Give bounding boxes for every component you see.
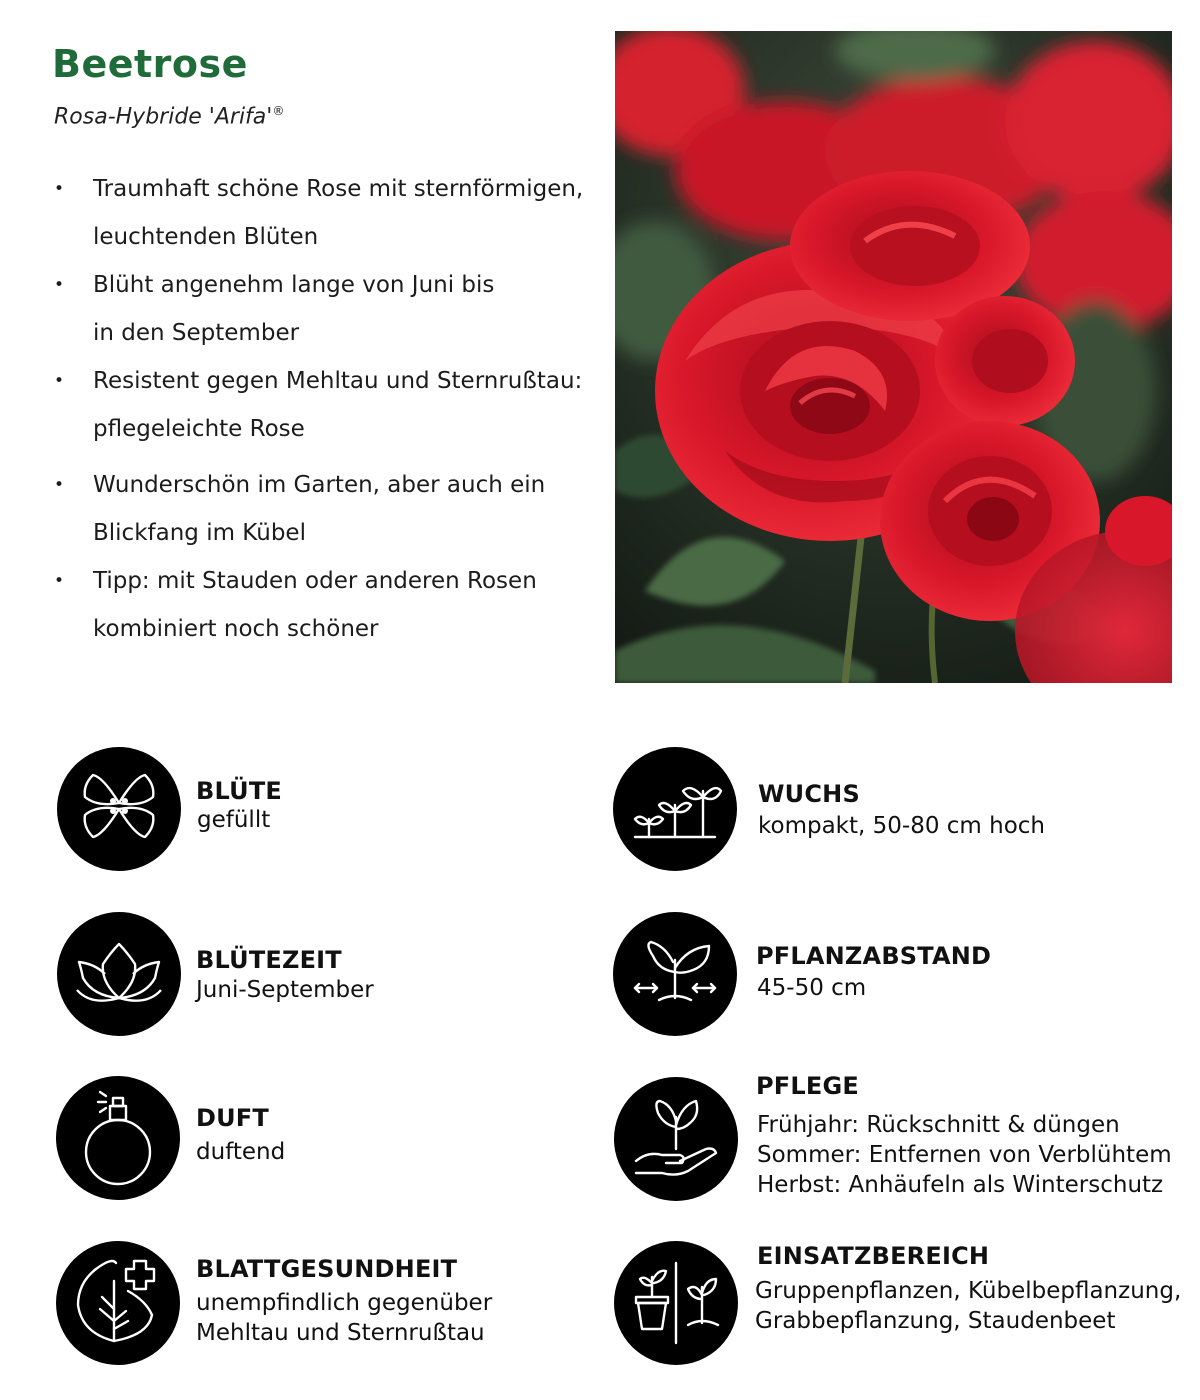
- bullet-item: • Resistent gegen Mehltau und Sternrußtau: pflegeleichte Rose: [52, 357, 602, 453]
- bullet-item: • Wunderschön im Garten, aber auch ein Blickfang im Kübel: [52, 461, 602, 557]
- feature-value-line: Herbst: Anhäufeln als Winterschutz: [757, 1172, 1164, 1198]
- feature-label: BLÜTEZEIT: [196, 946, 342, 974]
- seedlings-growth-icon: [613, 747, 737, 871]
- plant-spacing-icon: [613, 912, 737, 1036]
- registered-mark: ®: [272, 104, 285, 118]
- feature-value: 45-50 cm: [757, 975, 867, 1001]
- pot-and-bed-icon: [614, 1241, 738, 1365]
- product-subtitle: [54, 104, 284, 129]
- botanical-name: Rosa-Hybride 'Arifa': [54, 104, 273, 130]
- feature-label: BLÜTE: [196, 777, 282, 805]
- perfume-bottle-icon: [56, 1076, 180, 1200]
- feature-label: PFLANZABSTAND: [756, 942, 992, 970]
- flower-icon: [57, 747, 181, 871]
- feature-value-line: Frühjahr: Rückschnitt & düngen: [757, 1112, 1120, 1138]
- rose-photo: [615, 31, 1172, 683]
- feature-label: EINSATZBEREICH: [757, 1242, 990, 1270]
- feature-value-line: Gruppenpflanzen, Kübelbepflanzung,: [755, 1278, 1182, 1304]
- feature-label: PFLEGE: [756, 1072, 859, 1100]
- feature-bullet-list: [52, 165, 602, 653]
- feature-value-line: unempfindlich gegenüber: [196, 1290, 493, 1316]
- feature-label: BLATTGESUNDHEIT: [196, 1255, 458, 1283]
- leaf-health-icon: [56, 1241, 180, 1365]
- bullet-item: • Tipp: mit Stauden oder anderen Rosen kombiniert noch schöner: [52, 557, 602, 653]
- rose-illustration: [615, 31, 1172, 683]
- feature-value: gefüllt: [197, 807, 271, 833]
- feature-label: WUCHS: [758, 780, 860, 808]
- hand-plant-icon: [614, 1077, 738, 1201]
- feature-value: duftend: [196, 1139, 286, 1165]
- feature-value-line: Sommer: Entfernen von Verblühtem: [757, 1142, 1172, 1168]
- lotus-icon: [57, 912, 181, 1036]
- feature-value: kompakt, 50-80 cm hoch: [758, 813, 1046, 839]
- feature-label: DUFT: [196, 1104, 269, 1132]
- feature-value-line: Grabbepflanzung, Staudenbeet: [755, 1308, 1116, 1334]
- feature-value: Juni-September: [196, 977, 374, 1003]
- bullet-item: • Blüht angenehm lange von Juni bis in den September: [52, 261, 602, 357]
- product-title: Beetrose: [52, 42, 248, 86]
- bullet-item: • Traumhaft schöne Rose mit sternförmigen, leuchtenden Blüten: [52, 165, 602, 261]
- feature-value-line: Mehltau und Sternrußtau: [196, 1320, 485, 1346]
